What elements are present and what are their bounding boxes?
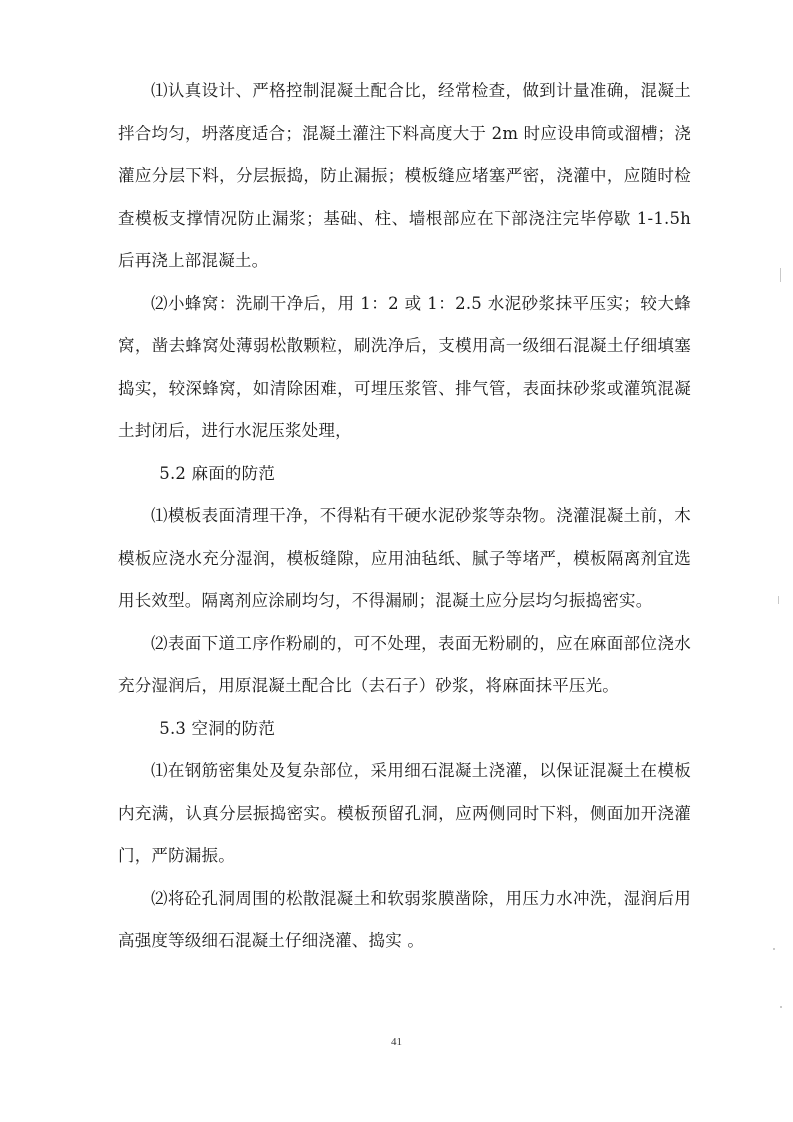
scan-mark — [780, 268, 781, 282]
section-heading-5-3: 5.3 空洞的防范 — [159, 718, 276, 738]
scan-mark — [773, 948, 775, 950]
scan-mark — [780, 1006, 782, 1008]
paragraph-6: ⑵将砼孔洞周围的松散混凝土和软弱浆膜凿除，用压力水冲洗，湿润后用高强度等级细石混凝土仔细浇灌、捣实 。 — [118, 888, 691, 950]
paragraph-5: ⑴在钢筋密集处及复杂部位，采用细石混凝土浇灌，以保证混凝土在模板内充满，认真分层振捣密实。模板预留孔洞，应两侧同时下料，侧面加开浇灌门，严防漏振。 — [118, 761, 691, 865]
paragraph-1: ⑴认真设计、严格控制混凝土配合比，经常检查，做到计量准确，混凝土拌合均匀，坍落度适合；混凝土灌注下料高度大于 2m 时应设串筒或溜槽；浇灌应分层下料，分层振捣，防止漏振；模板缝应堵塞严密，浇灌中，应随时检查模板支撑情况防止漏浆；基础、柱、墙根部应在下部浇注完毕停歇 1-1.5h 后再浇上部混凝土。 — [118, 81, 691, 270]
document-body — [118, 70, 691, 963]
paragraph-3: ⑴模板表面清理干净，不得粘有干硬水泥砂浆等杂物。浇灌混凝土前，木模板应浇水充分湿润，模板缝隙，应用油毡纸、腻子等堵严，模板隔离剂宜选用长效型。隔离剂应涂刷均匀，不得漏刷；混凝土应分层均匀振捣密实。 — [118, 506, 691, 610]
section-heading-5-2: 5.2 麻面的防范 — [159, 463, 276, 483]
page-number: 41 — [391, 1036, 402, 1048]
scan-mark — [778, 596, 779, 604]
paragraph-2: ⑵小蜂窝：洗刷干净后，用 1：2 或 1：2.5 水泥砂浆抹平压实；较大蜂窝，凿去蜂窝处薄弱松散颗粒，刷洗净后，支模用高一级细石混凝土仔细填塞捣实，较深蜂窝，如清除困难，可埋压浆管、排气管，表面抹砂浆或灌筑混凝土封闭后，进行水泥压浆处理， — [118, 293, 691, 440]
paragraph-4: ⑵表面下道工序作粉刷的，可不处理，表面无粉刷的，应在麻面部位浇水充分湿润后，用原混凝土配合比（去石子）砂浆，将麻面抹平压光。 — [118, 633, 691, 695]
